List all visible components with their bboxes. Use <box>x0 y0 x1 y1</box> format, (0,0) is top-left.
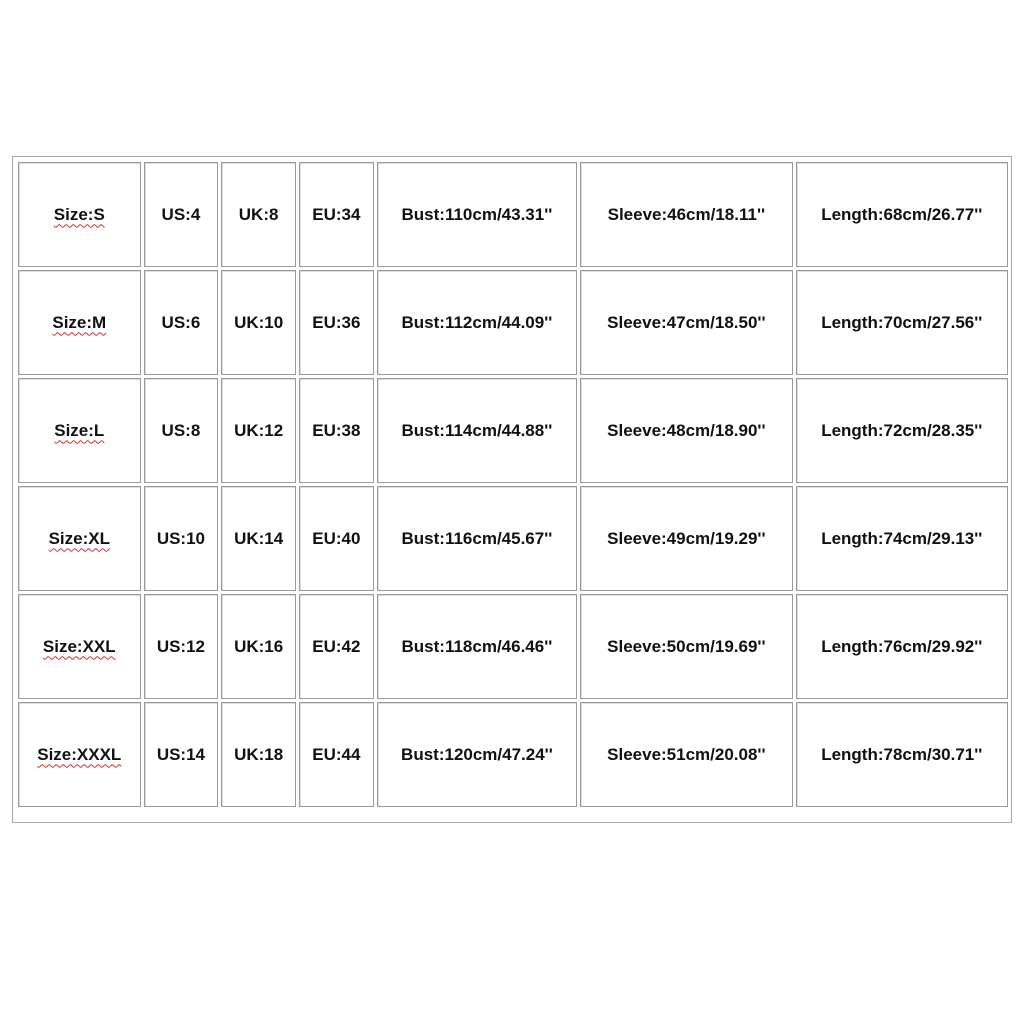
uk-size-cell: UK:8 <box>221 162 296 267</box>
size-cell <box>18 702 141 807</box>
length-cell: Length:74cm/29.13'' <box>796 486 1008 591</box>
size-label: Size:XXL <box>42 636 116 656</box>
size-cell <box>18 270 141 375</box>
size-chart <box>12 156 1012 823</box>
eu-size-cell: EU:44 <box>299 702 374 807</box>
sleeve-cell: Sleeve:51cm/20.08'' <box>580 702 792 807</box>
bust-cell: Bust:112cm/44.09'' <box>377 270 577 375</box>
eu-size-cell: EU:34 <box>299 162 374 267</box>
size-cell <box>18 486 141 591</box>
size-label: Size:L <box>54 420 105 440</box>
sleeve-cell: Sleeve:48cm/18.90'' <box>580 378 792 483</box>
length-cell: Length:72cm/28.35'' <box>796 378 1008 483</box>
size-cell <box>18 378 141 483</box>
uk-size-cell: UK:14 <box>221 486 296 591</box>
size-cell <box>18 594 141 699</box>
us-size-cell: US:8 <box>144 378 219 483</box>
length-cell: Length:68cm/26.77'' <box>796 162 1008 267</box>
sleeve-cell: Sleeve:46cm/18.11'' <box>580 162 792 267</box>
table-row <box>18 594 1008 699</box>
size-label: Size:XXXL <box>37 744 122 764</box>
table-row <box>18 486 1008 591</box>
length-cell: Length:70cm/27.56'' <box>796 270 1008 375</box>
size-label: Size:S <box>53 204 105 224</box>
length-cell: Length:76cm/29.92'' <box>796 594 1008 699</box>
us-size-cell: US:14 <box>144 702 219 807</box>
sleeve-cell: Sleeve:47cm/18.50'' <box>580 270 792 375</box>
us-size-cell: US:12 <box>144 594 219 699</box>
size-label: Size:XL <box>48 528 110 548</box>
table-row <box>18 378 1008 483</box>
sleeve-cell: Sleeve:50cm/19.69'' <box>580 594 792 699</box>
length-cell: Length:78cm/30.71'' <box>796 702 1008 807</box>
bust-cell: Bust:114cm/44.88'' <box>377 378 577 483</box>
eu-size-cell: EU:36 <box>299 270 374 375</box>
uk-size-cell: UK:16 <box>221 594 296 699</box>
uk-size-cell: UK:10 <box>221 270 296 375</box>
bust-cell: Bust:116cm/45.67'' <box>377 486 577 591</box>
eu-size-cell: EU:40 <box>299 486 374 591</box>
table-row <box>18 702 1008 807</box>
bust-cell: Bust:110cm/43.31'' <box>377 162 577 267</box>
us-size-cell: US:6 <box>144 270 219 375</box>
size-cell <box>18 162 141 267</box>
size-table <box>15 159 1011 810</box>
us-size-cell: US:10 <box>144 486 219 591</box>
bust-cell: Bust:120cm/47.24'' <box>377 702 577 807</box>
uk-size-cell: UK:18 <box>221 702 296 807</box>
eu-size-cell: EU:42 <box>299 594 374 699</box>
table-row <box>18 162 1008 267</box>
table-row <box>18 270 1008 375</box>
sleeve-cell: Sleeve:49cm/19.29'' <box>580 486 792 591</box>
bust-cell: Bust:118cm/46.46'' <box>377 594 577 699</box>
uk-size-cell: UK:12 <box>221 378 296 483</box>
size-label: Size:M <box>52 312 107 332</box>
eu-size-cell: EU:38 <box>299 378 374 483</box>
us-size-cell: US:4 <box>144 162 219 267</box>
